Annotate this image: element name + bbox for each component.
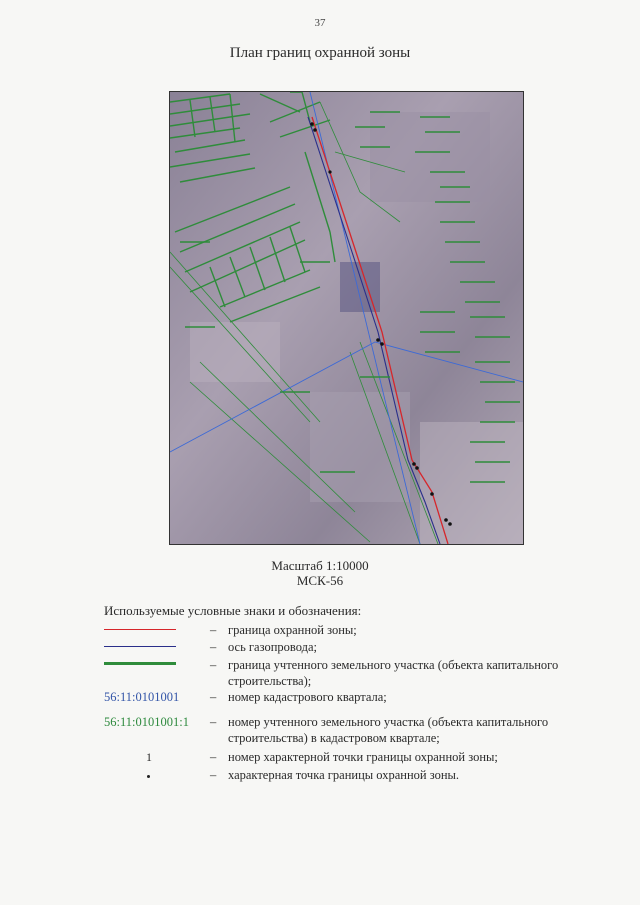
legend-row-parcel (104, 657, 584, 691)
parcel-code: 56:11:0101001:1 (104, 715, 189, 729)
dark-line-swatch (104, 646, 176, 647)
legend-dash: – (210, 715, 217, 729)
legend-row-parcel-number (104, 714, 584, 748)
legend-dash: – (210, 623, 217, 637)
legend-dash: – (210, 690, 217, 704)
terrain-patch (310, 392, 410, 502)
legend-row-point-number (104, 749, 584, 765)
map-canvas (170, 92, 523, 544)
legend-desc: номер характерной точки границы охранной зоны; (228, 750, 498, 764)
legend-desc: граница учтенного земельного участка (объекта капитального строительства); (228, 658, 559, 688)
point-dot-icon (147, 775, 150, 778)
map-image[interactable] (169, 91, 524, 545)
legend-dash: – (210, 750, 217, 764)
terrain-patch (340, 262, 380, 312)
terrain-patch (190, 322, 280, 382)
legend-row-boundary (104, 622, 584, 638)
page-number: 37 (314, 17, 326, 29)
legend-desc: граница охранной зоны; (228, 623, 357, 637)
quarter-code: 56:11:0101001 (104, 690, 180, 704)
page-title: План границ охранной зоны (229, 45, 411, 61)
legend-row-pipeline (104, 639, 584, 655)
legend-dash: – (210, 658, 217, 672)
green-line-swatch (104, 662, 176, 665)
scale-text: Масштаб 1:10000 (271, 558, 369, 573)
legend-dash: – (210, 640, 217, 654)
crs-text: МСК-56 (296, 573, 344, 588)
legend-heading: Используемые условные знаки и обозначения: (104, 603, 362, 618)
terrain-patch (370, 112, 490, 202)
map-scale (0, 558, 640, 588)
point-number-sample: 1 (146, 750, 152, 764)
legend-dash: – (210, 768, 217, 782)
legend-desc: номер учтенного земельного участка (объекта капитального строительства) в кадастровом квартале; (228, 715, 549, 745)
legend-row-quarter (104, 689, 584, 705)
legend-row-point (104, 767, 584, 783)
legend-desc: характерная точка границы охранной зоны. (228, 768, 460, 782)
terrain-patch (420, 422, 523, 544)
legend-desc: ось газопровода; (228, 640, 318, 654)
legend-desc: номер кадастрового квартала; (228, 690, 387, 704)
red-line-swatch (104, 629, 176, 630)
